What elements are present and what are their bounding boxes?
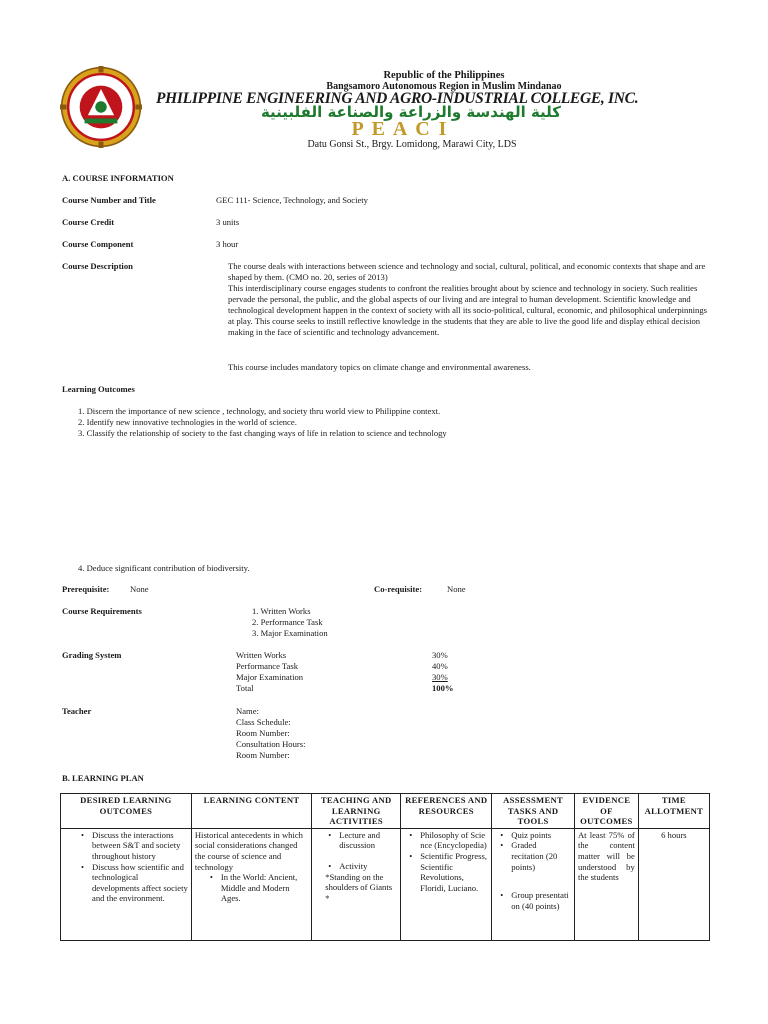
course-number-value: GEC 111- Science, Technology, and Society	[216, 195, 368, 205]
course-credit-label: Course Credit	[62, 217, 115, 227]
course-number-label: Course Number and Title	[62, 195, 156, 205]
course-credit-value: 3 units	[216, 217, 240, 227]
corequisite-label: Co-requisite:	[374, 584, 423, 594]
corequisite-value: None	[447, 584, 466, 594]
learning-outcomes-list	[78, 406, 718, 439]
column-header: TIME ALLOTMENT	[638, 794, 709, 829]
learning-outcome-item: 4. Deduce significant contribution of biodiversity.	[78, 563, 250, 573]
course-requirements-list	[252, 606, 328, 639]
column-header: EVIDENCE OF OUTCOMES	[574, 794, 638, 829]
description-paragraph-2: This interdisciplinary course engages students to confront the realities brought about by science and technology in society. Such realities pervade the personal, the public, and the global aspects of our living and are integral to human development. Scientific knowledge and technological development happen in the context of society with all its socio-political, cultural, economic, and philosophical underpinnings at play. This course seeks to instill reflective knowledge in the students that they are able to live the good life and display ethical decision making in the face of scientific and technology advancement.	[228, 283, 707, 337]
college-name: PHILIPPINE ENGINEERING AND AGRO-INDUSTRIAL COLLEGE, INC.	[156, 90, 639, 107]
prerequisite-label: Prerequisite:	[62, 584, 110, 594]
consultation-hours-field: Consultation Hours:	[236, 739, 306, 749]
activities-cell	[312, 828, 401, 940]
reference-bullet: • Philosophy of Science (Encyclopedia)	[404, 830, 488, 851]
grading-total-name: Total	[236, 683, 254, 693]
column-header: REFERENCES AND RESOURCES	[401, 794, 492, 829]
activity-bullet: • Activity	[323, 861, 397, 872]
requirement-item: 2. Performance Task	[252, 617, 323, 627]
college-name-arabic: كلية الهندسة والزراعة والصناعة الفلبينية	[260, 103, 562, 121]
grading-total-value: 100%	[432, 683, 454, 693]
table-row	[61, 828, 710, 940]
description-paragraph-1: The course deals with interactions between science and technology and social, cultural, political, and economic contexts that shape and are shaped by them. (CMO no. 20, series of 2013)	[228, 261, 706, 282]
college-address: Datu Gonsi St., Brgy. Lomidong, Marawi City, LDS	[307, 139, 517, 150]
teacher-name-field: Name:	[236, 706, 259, 716]
evidence-cell: At least 75% of the content matter will be understood by the students	[574, 828, 638, 940]
college-acronym: P E A C I	[351, 118, 449, 140]
room-number-field: Room Number:	[236, 728, 290, 738]
grading-item-name: Written Works	[236, 650, 287, 660]
outcome-bullet: • Discuss the interactions between S&T and society throughout history	[76, 830, 188, 862]
column-header: DESIRED LEARNING OUTCOMES	[61, 794, 192, 829]
requirement-item: 3. Major Examination	[252, 628, 328, 638]
teacher-label: Teacher	[62, 706, 92, 716]
assessment-cell	[492, 828, 575, 940]
learning-outcome-item: 2. Identify new innovative technologies in the world of science.	[78, 417, 297, 427]
content-intro: Historical antecedents in which social considerations changed the course of science and technology	[194, 829, 303, 872]
learning-outcomes-title: Learning Outcomes	[62, 384, 135, 394]
learning-plan-table	[60, 793, 710, 941]
content-cell	[191, 828, 311, 940]
republic-text: Republic of the Philippines	[383, 70, 505, 81]
teacher-fields	[236, 706, 305, 761]
assessment-bullet: • Group presentation (40 points)	[495, 890, 571, 911]
assessment-bullet: • Graded recitation (20 points)	[495, 840, 571, 872]
activity-note: *Standing on the shoulders of Giants *	[325, 871, 393, 903]
grading-item-value: 30%	[432, 672, 448, 682]
column-header: ASSESSMENT TASKS AND TOOLS	[492, 794, 575, 829]
column-header: LEARNING CONTENT	[191, 794, 311, 829]
time-allotment-cell: 6 hours	[638, 828, 709, 940]
reference-bullet: • Scientific Progress, Scientific Revolutions, Floridi, Luciano.	[404, 851, 488, 893]
course-component-value: 3 hour	[216, 239, 239, 249]
description-note: This course includes mandatory topics on climate change and environmental awareness.	[228, 362, 531, 372]
activity-bullet: • Lecture and discussion	[323, 830, 397, 851]
section-learning-plan: B. LEARNING PLAN	[62, 773, 144, 783]
grading-system-label: Grading System	[62, 650, 122, 660]
grading-item-value: 40%	[432, 661, 448, 671]
outcome-bullet: • Discuss how scientific and technological developments affect society and the environment.	[76, 862, 188, 904]
region-text: Bangsamoro Autonomous Region in Muslim Mindanao	[326, 81, 562, 92]
requirement-item: 1. Written Works	[252, 606, 311, 616]
references-cell	[401, 828, 492, 940]
assessment-bullet: • Quiz points	[495, 830, 571, 841]
class-schedule-field: Class Schedule:	[236, 717, 291, 727]
course-component-label: Course Component	[62, 239, 134, 249]
table-header-row	[61, 794, 710, 829]
course-description	[228, 261, 710, 338]
learning-outcome-item: 3. Classify the relationship of society to the fast changing ways of life in relation to science and technology	[78, 428, 447, 438]
grading-item-value: 30%	[432, 650, 448, 660]
room-number-field: Room Number:	[236, 750, 290, 760]
course-description-label: Course Description	[62, 261, 133, 271]
column-header: TEACHING AND LEARNING ACTIVITIES	[312, 794, 401, 829]
grading-item-name: Major Examination	[236, 672, 304, 682]
prerequisite-value: None	[130, 584, 149, 594]
section-course-information: A. COURSE INFORMATION	[62, 173, 174, 183]
course-requirements-label: Course Requirements	[62, 606, 142, 616]
grading-item-name: Performance Task	[236, 661, 298, 671]
learning-outcome-item: 1. Discern the importance of new science , technology, and society thru world view to Philippine context.	[78, 406, 441, 416]
outcomes-cell	[61, 828, 192, 940]
content-bullet: • In the World: Ancient, Middle and Modern Ages.	[205, 872, 308, 904]
